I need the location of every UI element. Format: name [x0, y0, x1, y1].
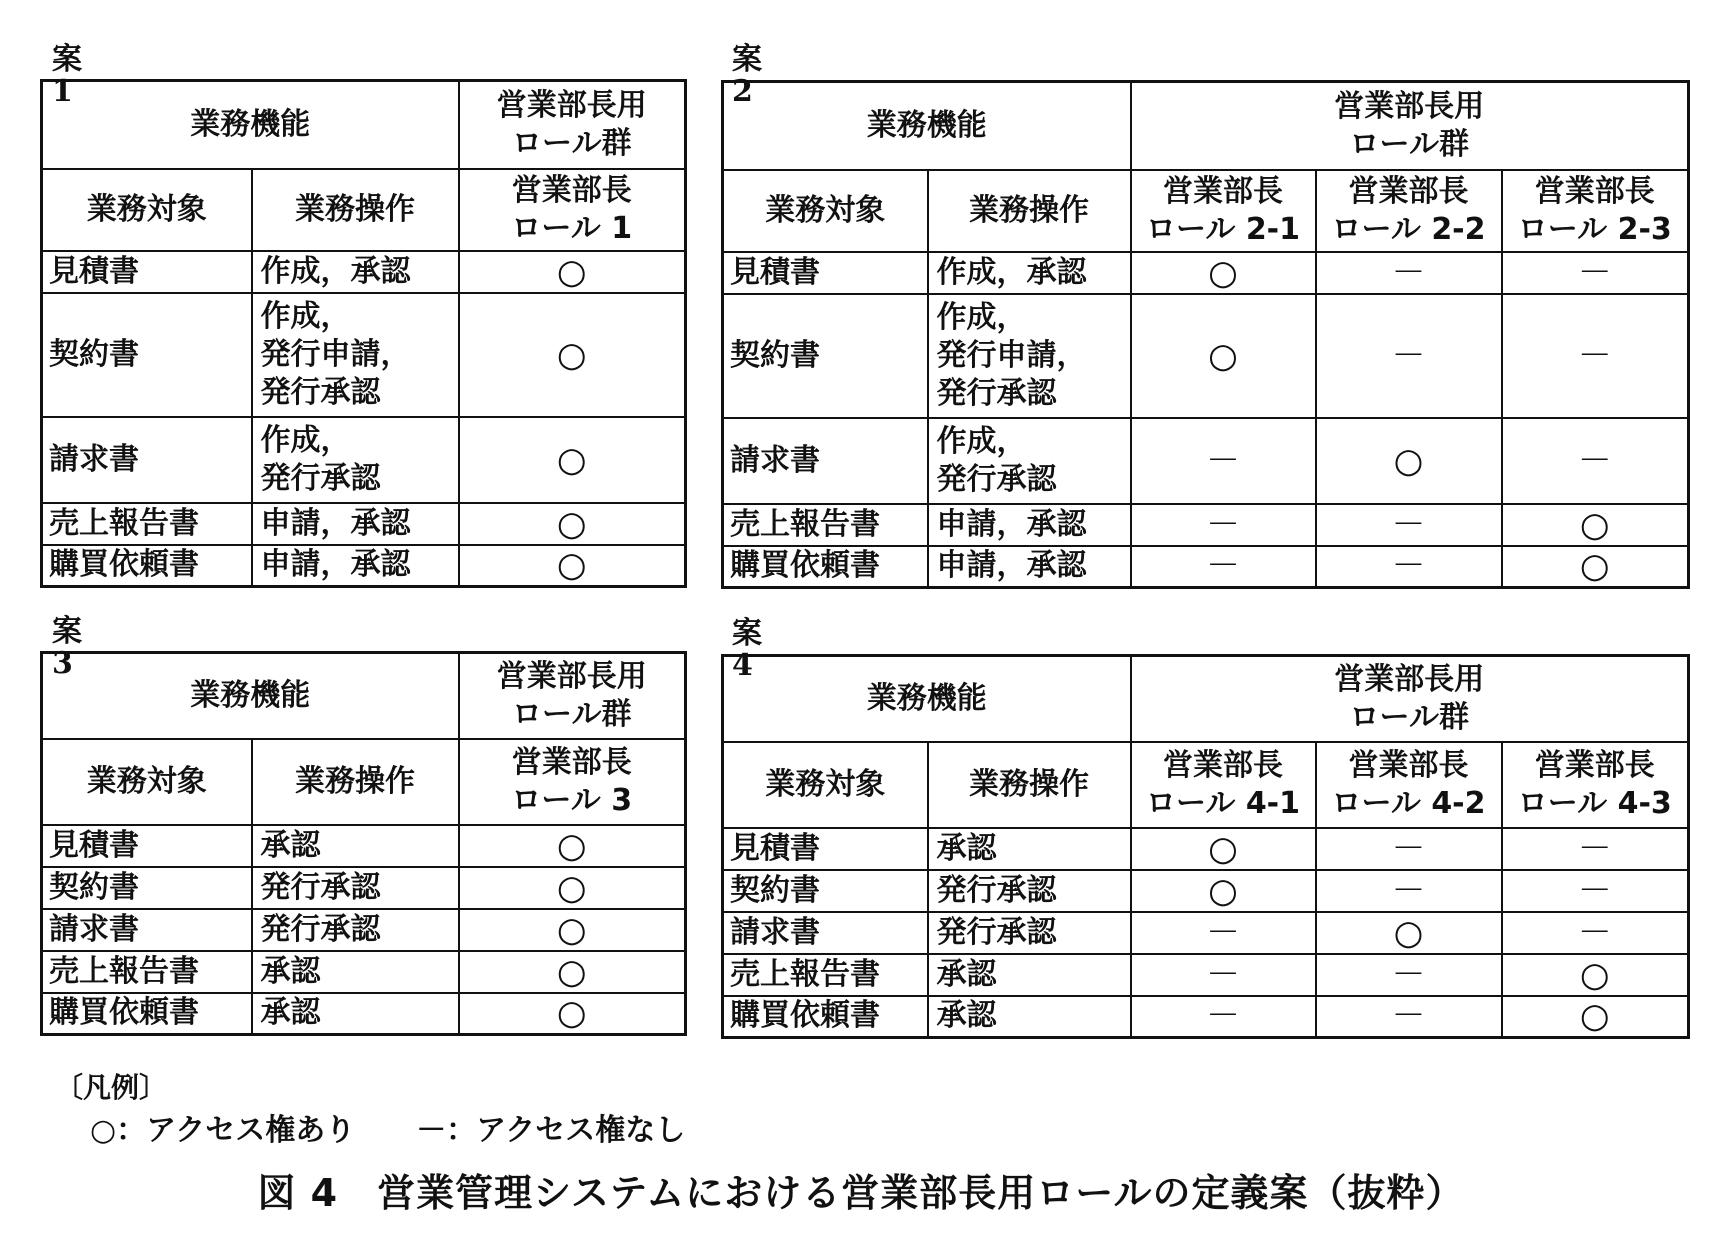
operation-cell: 作成， 発行承認: [928, 418, 1131, 504]
table-row: [723, 912, 1689, 954]
function-header: 業務機能: [42, 653, 459, 739]
table-row: [723, 252, 1689, 294]
role-header: 営業部長 ロール 4-3: [1502, 742, 1689, 828]
access-mark: ○: [459, 545, 686, 587]
role-header: 営業部長 ロール 1: [459, 169, 686, 251]
access-mark: －: [1502, 418, 1689, 504]
access-mark: ○: [1316, 418, 1502, 504]
function-header: 業務機能: [723, 82, 1131, 170]
table-row: [42, 867, 686, 909]
object-header: 業務対象: [42, 169, 252, 251]
access-mark: －: [1131, 504, 1316, 546]
table-row: [42, 951, 686, 993]
operation-cell: 作成， 発行申請， 発行承認: [928, 294, 1131, 418]
object-cell: 売上報告書: [723, 504, 928, 546]
access-mark: －: [1316, 828, 1502, 870]
operation-cell: 申請，承認: [928, 504, 1131, 546]
access-mark: －: [1316, 954, 1502, 996]
access-mark: ○: [1502, 954, 1689, 996]
access-mark: ○: [459, 251, 686, 293]
table-row: [42, 293, 686, 417]
operation-cell: 発行承認: [252, 909, 459, 951]
object-header: 業務対象: [42, 739, 252, 825]
function-header: 業務機能: [42, 81, 459, 169]
operation-cell: 承認: [928, 828, 1131, 870]
role-header: 営業部長 ロール 2-2: [1316, 170, 1502, 252]
operation-cell: 作成， 発行申請， 発行承認: [252, 293, 459, 417]
table-row: [723, 870, 1689, 912]
table-row: [42, 825, 686, 867]
object-cell: 見積書: [42, 825, 252, 867]
operation-cell: 発行承認: [928, 912, 1131, 954]
operation-cell: 作成，承認: [928, 252, 1131, 294]
access-mark: －: [1502, 870, 1689, 912]
object-cell: 請求書: [42, 909, 252, 951]
access-mark: ○: [459, 867, 686, 909]
access-mark: －: [1316, 294, 1502, 418]
operation-cell: 承認: [252, 825, 459, 867]
legend-access-yes: ○：アクセス権あり: [90, 1113, 356, 1148]
access-mark: ○: [459, 825, 686, 867]
access-mark: －: [1316, 870, 1502, 912]
operation-cell: 作成， 発行承認: [252, 417, 459, 503]
legend-title: 〔凡例〕: [55, 1071, 168, 1104]
access-mark: －: [1502, 828, 1689, 870]
object-cell: 契約書: [723, 870, 928, 912]
operation-header: 業務操作: [252, 169, 459, 251]
access-mark: －: [1131, 546, 1316, 588]
access-mark: ○: [1131, 252, 1316, 294]
table-row: [42, 545, 686, 587]
object-cell: 契約書: [42, 867, 252, 909]
operation-cell: 承認: [252, 993, 459, 1035]
access-mark: －: [1316, 996, 1502, 1038]
operation-cell: 発行承認: [928, 870, 1131, 912]
object-cell: 見積書: [723, 828, 928, 870]
object-cell: 見積書: [723, 252, 928, 294]
table-row: [42, 909, 686, 951]
access-mark: －: [1131, 954, 1316, 996]
access-mark: ○: [1502, 504, 1689, 546]
object-cell: 売上報告書: [42, 503, 252, 545]
access-mark: ○: [1502, 996, 1689, 1038]
access-mark: ○: [1316, 912, 1502, 954]
operation-header: 業務操作: [928, 170, 1131, 252]
operation-header: 業務操作: [252, 739, 459, 825]
object-cell: 請求書: [42, 417, 252, 503]
table-row: [42, 417, 686, 503]
operation-cell: 承認: [252, 951, 459, 993]
table-row: [42, 993, 686, 1035]
table-row: [723, 294, 1689, 418]
object-cell: 購買依頼書: [42, 993, 252, 1035]
access-mark: －: [1131, 418, 1316, 504]
object-cell: 売上報告書: [723, 954, 928, 996]
access-mark: －: [1502, 252, 1689, 294]
access-mark: －: [1131, 912, 1316, 954]
object-cell: 購買依頼書: [723, 996, 928, 1038]
object-header: 業務対象: [723, 742, 928, 828]
role-header: 営業部長 ロール 2-3: [1502, 170, 1689, 252]
plan-label: 案 1: [52, 42, 82, 109]
operation-cell: 発行承認: [252, 867, 459, 909]
access-mark: ○: [459, 417, 686, 503]
access-mark: ○: [459, 503, 686, 545]
access-mark: ○: [1131, 828, 1316, 870]
role-table: [721, 654, 1690, 1039]
function-header: 業務機能: [723, 656, 1131, 742]
access-mark: －: [1131, 996, 1316, 1038]
operation-cell: 承認: [928, 954, 1131, 996]
access-mark: －: [1316, 504, 1502, 546]
role-header: 営業部長 ロール 4-1: [1131, 742, 1316, 828]
role-group-header: 営業部長用 ロール群: [459, 653, 686, 739]
table-row: [723, 418, 1689, 504]
access-mark: ○: [1131, 294, 1316, 418]
access-mark: ○: [459, 993, 686, 1035]
object-cell: 契約書: [42, 293, 252, 417]
operation-cell: 申請，承認: [252, 503, 459, 545]
object-cell: 見積書: [42, 251, 252, 293]
role-table: [40, 79, 687, 588]
table-row: [42, 503, 686, 545]
legend: [90, 1105, 685, 1149]
object-cell: 請求書: [723, 912, 928, 954]
access-mark: －: [1502, 912, 1689, 954]
role-group-header: 営業部長用 ロール群: [1131, 656, 1689, 742]
table-row: [723, 996, 1689, 1038]
role-group-header: 営業部長用 ロール群: [1131, 82, 1689, 170]
plan-label: 案 3: [52, 614, 82, 681]
access-mark: －: [1316, 546, 1502, 588]
table-row: [723, 828, 1689, 870]
access-mark: ○: [459, 293, 686, 417]
operation-cell: 承認: [928, 996, 1131, 1038]
access-mark: ○: [1502, 546, 1689, 588]
operation-cell: 申請，承認: [928, 546, 1131, 588]
operation-cell: 申請，承認: [252, 545, 459, 587]
role-header: 営業部長 ロール 3: [459, 739, 686, 825]
role-table: [40, 651, 687, 1036]
access-mark: ○: [459, 909, 686, 951]
role-header: 営業部長 ロール 2-1: [1131, 170, 1316, 252]
legend-access-no: －：アクセス権なし: [416, 1113, 686, 1148]
access-mark: ○: [1131, 870, 1316, 912]
object-header: 業務対象: [723, 170, 928, 252]
object-cell: 購買依頼書: [723, 546, 928, 588]
access-mark: －: [1316, 252, 1502, 294]
figure-caption: 図 4 営業管理システムにおける営業部長用ロールの定義案（抜粋）: [257, 1171, 1465, 1215]
object-cell: 売上報告書: [42, 951, 252, 993]
operation-header: 業務操作: [928, 742, 1131, 828]
role-group-header: 営業部長用 ロール群: [459, 81, 686, 169]
access-mark: －: [1502, 294, 1689, 418]
role-table: [721, 80, 1690, 589]
object-cell: 契約書: [723, 294, 928, 418]
object-cell: 請求書: [723, 418, 928, 504]
operation-cell: 作成，承認: [252, 251, 459, 293]
table-row: [723, 546, 1689, 588]
access-mark: ○: [459, 951, 686, 993]
object-cell: 購買依頼書: [42, 545, 252, 587]
table-row: [42, 251, 686, 293]
plan-label: 案 4: [732, 616, 762, 683]
role-header: 営業部長 ロール 4-2: [1316, 742, 1502, 828]
plan-label: 案 2: [732, 42, 762, 109]
table-row: [723, 504, 1689, 546]
table-row: [723, 954, 1689, 996]
